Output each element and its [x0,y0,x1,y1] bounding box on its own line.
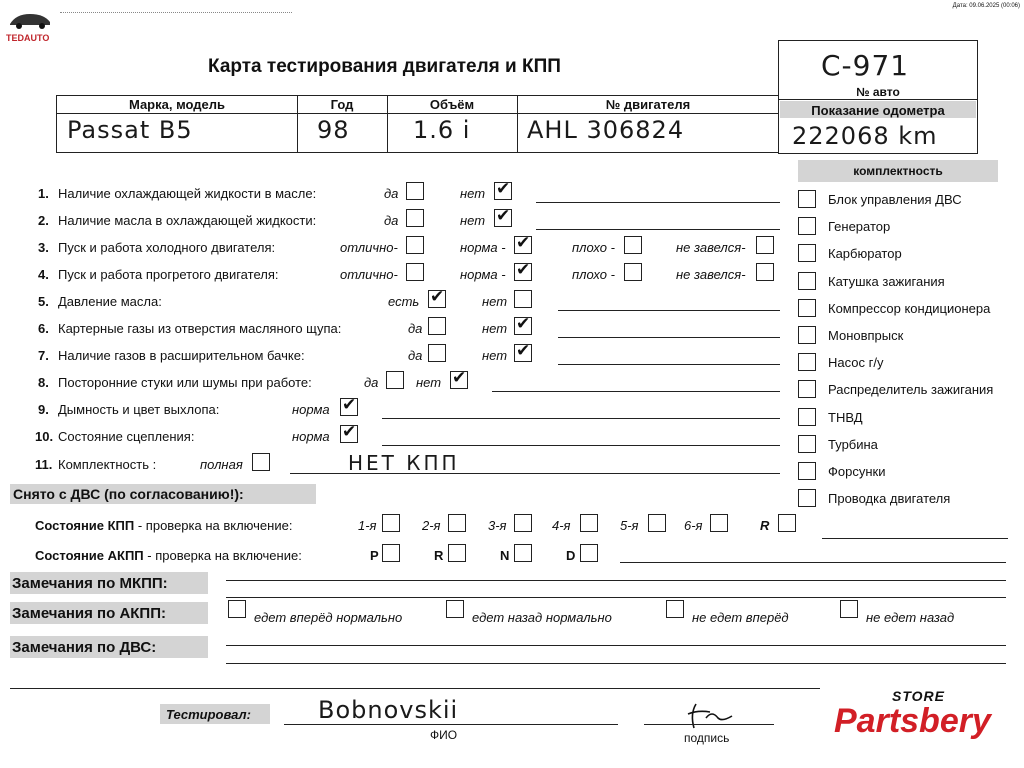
item-number: 1. [38,186,49,201]
item-label: Наличие газов в расширительном бачке: [58,348,305,363]
completeness-checkbox[interactable] [798,489,816,507]
item-label: Пуск и работа холодного двигателя: [58,240,276,255]
akpp-label [35,548,302,563]
answer-line [536,229,780,230]
completeness-checkbox[interactable] [798,380,816,398]
item-label: Состояние сцепления: [58,429,195,444]
completeness-checkbox[interactable] [798,244,816,262]
option-checkbox[interactable] [428,344,446,362]
checkmark-icon: ✔ [342,422,357,441]
option-label: норма - [460,267,506,282]
option-checkbox[interactable] [406,182,424,200]
option-label: плохо - [572,240,615,255]
gear-checkbox[interactable] [648,514,666,532]
option-label: отлично- [340,240,398,255]
mkpp-label [35,518,292,533]
option-checkbox[interactable] [406,209,424,227]
option-label: нет [482,321,508,336]
mode-checkbox[interactable] [580,544,598,562]
mode-label: N [500,548,510,563]
akpp-label-bold: Состояние АКПП [35,548,144,563]
akpp-remark-checkbox[interactable] [840,600,858,618]
item-number: 6. [38,321,49,336]
option-label: не завелся- [676,267,746,282]
item-label: Наличие охлаждающей жидкости в масле: [58,186,317,201]
option-checkbox[interactable] [624,263,642,281]
checkmark-icon: ✔ [516,233,531,252]
make-label: Марка, модель [128,97,226,112]
gear-label: 4-я [552,518,571,533]
item-number: 11. [35,457,53,472]
item-note: НЕТ КПП [348,451,460,475]
gear-checkbox[interactable] [514,514,532,532]
item-number: 4. [38,267,49,282]
brand-name: Partsbery [834,702,991,740]
option-checkbox[interactable] [624,236,642,254]
akpp-remark-checkbox[interactable] [446,600,464,618]
item-label: Комплектность : [58,457,157,472]
gear-checkbox[interactable] [580,514,598,532]
mode-checkbox[interactable] [514,544,532,562]
fio-label: ФИО [430,728,458,742]
answer-line [382,418,780,419]
gear-checkbox[interactable] [382,514,400,532]
option-checkbox[interactable] [494,179,512,200]
checkmark-icon: ✔ [516,341,531,360]
odometer-value: 222068 km [792,122,938,150]
completeness-item: Насос г/у [828,355,884,371]
option-checkbox[interactable] [514,233,532,254]
vehicle-table [56,95,779,153]
completeness-checkbox[interactable] [798,299,816,317]
mode-checkbox[interactable] [448,544,466,562]
option-label: есть [388,294,420,309]
option-checkbox[interactable] [756,236,774,254]
item-number: 5. [38,294,49,309]
akpp-label-rest: - проверка на включение: [143,548,302,563]
sign-label: подпись [684,731,730,745]
item-number: 10. [35,429,54,444]
make-value: Passat B5 [67,116,193,144]
option-checkbox[interactable] [340,395,358,416]
car-logo-icon [6,8,54,30]
checkmark-icon: ✔ [342,395,357,414]
remarks-akpp-label: Замечания по АКПП: [12,605,166,622]
volume-value: 1.6 i [413,116,471,144]
page-title: Карта тестирования двигателя и КПП [208,56,561,77]
mode-label: R [434,548,444,563]
item-label: Дымность и цвет выхлопа: [58,402,220,417]
item-number: 2. [38,213,49,228]
akpp-remark-checkbox[interactable] [228,600,246,618]
item-label: Пуск и работа прогретого двигателя: [58,267,279,282]
volume-label: Объём [429,97,475,112]
signature-mark [680,700,740,730]
item-label: Картерные газы из отверстия масляного щупа: [58,321,342,336]
akpp-remark-label: едет вперёд нормально [254,610,403,625]
completeness-item: Генератор [828,219,891,235]
option-label: да [384,213,399,228]
gear-checkbox[interactable] [778,514,796,532]
option-label: не завелся- [676,240,746,255]
year-value: 98 [317,116,350,144]
option-label: нет [460,213,486,228]
akpp-remark-label: не едет вперёд [692,610,789,625]
removed-label: Снято с ДВС (по согласованию!): [13,486,244,502]
answer-line [382,445,780,446]
completeness-item: Турбина [828,436,878,452]
option-checkbox[interactable] [514,290,532,308]
akpp-remark-label: едет назад нормально [472,610,612,625]
vehicle-number-value: C-971 [821,49,910,82]
item-label: Наличие масла в охлаждающей жидкости: [58,213,317,228]
option-label: нет [460,186,486,201]
gear-label: 2-я [422,518,441,533]
year-label: Год [330,97,354,112]
option-checkbox[interactable] [514,314,532,335]
option-label: отлично- [340,267,398,282]
completeness-item: Форсунки [828,464,886,479]
completeness-item: Проводка двигателя [828,491,951,507]
option-checkbox[interactable] [406,236,424,254]
checkmark-icon: ✔ [496,179,511,198]
gear-checkbox[interactable] [448,514,466,532]
item-label: Посторонние стуки или шумы при работе: [58,375,312,390]
partsbery-logo [834,688,1014,748]
tested-name: Bobnovskii [318,696,459,724]
gear-label: R [760,518,770,533]
vehicle-number-label: № авто [856,85,900,99]
checkmark-icon: ✔ [516,314,531,333]
option-label: да [408,348,423,363]
answer-line [620,562,1006,563]
option-checkbox[interactable] [450,368,468,389]
answer-line [558,337,780,338]
engine-label: № двигателя [605,97,691,112]
option-label: нет [482,294,508,309]
completeness-checkbox[interactable] [798,217,816,235]
option-checkbox[interactable] [386,371,404,389]
completeness-checkbox[interactable] [798,408,816,426]
odometer-label: Показание одометра [811,103,945,118]
item-label: Давление масла: [58,294,162,309]
option-checkbox[interactable] [494,206,512,227]
item-number: 3. [38,240,49,255]
checkmark-icon: ✔ [430,287,445,306]
option-checkbox[interactable] [756,263,774,281]
mkpp-label-rest: - проверка на включение: [134,518,293,533]
gear-checkbox[interactable] [710,514,728,532]
tested-label: Тестировал: [166,707,251,722]
completeness-item: Моновпрыск [828,328,904,343]
completeness-checkbox[interactable] [798,353,816,371]
option-checkbox[interactable] [406,263,424,281]
completeness-checkbox[interactable] [798,435,816,453]
gear-label: 6-я [684,518,703,533]
completeness-item: Блок управления ДВС [828,192,962,207]
mode-label: D [566,548,576,563]
option-checkbox[interactable] [252,453,270,471]
option-label: да [408,321,423,336]
option-checkbox[interactable] [428,287,446,308]
answer-line [558,364,780,365]
option-label: норма [292,429,330,444]
option-checkbox[interactable] [428,317,446,335]
option-label: нет [416,375,442,390]
answer-line [492,391,780,392]
option-checkbox[interactable] [340,422,358,443]
option-label: да [384,186,399,201]
answer-line [536,202,780,203]
completeness-item: Распределитель зажигания [828,382,994,398]
checkmark-icon: ✔ [452,368,467,387]
option-label: норма - [460,240,506,255]
scan-date: Дата: 09.06.2025 (00:06) [952,3,1020,9]
checkmark-icon: ✔ [516,260,531,279]
store-label: STORE [892,688,945,704]
engine-value: AHL 306824 [527,116,685,144]
option-label: полная [200,457,243,472]
option-label: норма [292,402,330,417]
option-checkbox[interactable] [514,260,532,281]
option-checkbox[interactable] [514,341,532,362]
completeness-checkbox[interactable] [798,272,816,290]
answer-line [558,310,780,311]
completeness-checkbox[interactable] [798,462,816,480]
completeness-item: Компрессор кондиционера [828,300,991,316]
ted-logo [6,8,54,43]
gear-label: 3-я [488,518,507,533]
item-number: 8. [38,375,49,390]
completeness-title: комплектность [853,164,943,178]
option-label: нет [482,348,508,363]
remarks-dvs-label: Замечания по ДВС: [12,639,157,656]
completeness-checkbox[interactable] [798,326,816,344]
mode-label: P [370,548,379,563]
completeness-item: ТНВД [828,409,863,425]
akpp-remark-checkbox[interactable] [666,600,684,618]
option-label: плохо - [572,267,615,282]
item-number: 7. [38,348,49,363]
ted-logo-text: TEDAUTO [6,33,50,43]
akpp-remark-label: не едет назад [866,610,955,625]
mode-checkbox[interactable] [382,544,400,562]
completeness-checkbox[interactable] [798,190,816,208]
gear-label: 1-я [358,518,377,533]
mkpp-label-bold: Состояние КПП [35,518,135,533]
checkmark-icon: ✔ [496,206,511,225]
completeness-item: Катушка зажигания [828,273,945,289]
completeness-item: Карбюратор [828,246,902,262]
remarks-mkpp-label: Замечания по МКПП: [12,575,168,592]
gear-label: 5-я [620,518,639,533]
item-number: 9. [38,402,49,417]
option-label: да [364,375,379,390]
